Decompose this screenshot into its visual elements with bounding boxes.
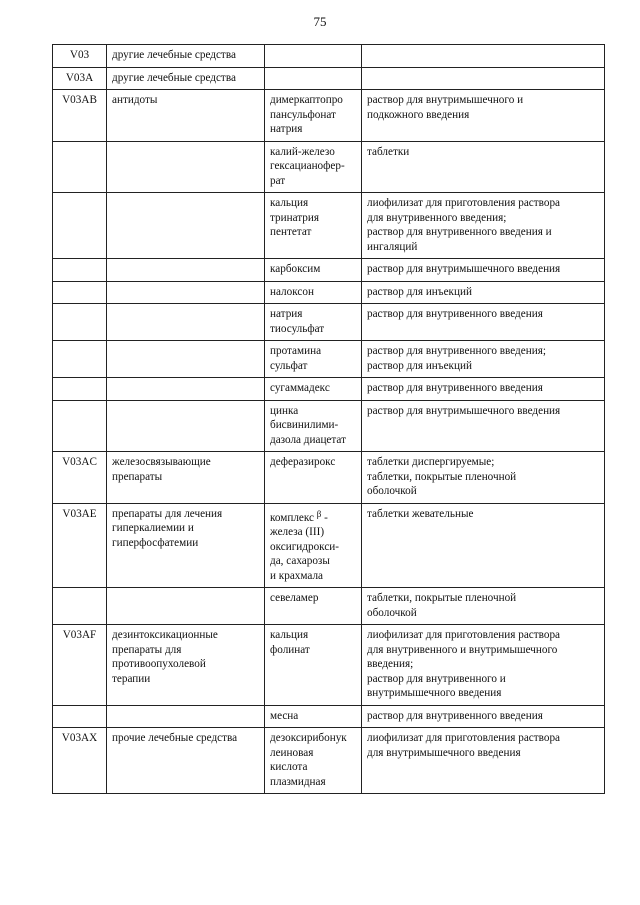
table-row [53, 705, 605, 728]
atc-code-cell: V03 [53, 45, 107, 68]
form-cell: таблетки жевательные [362, 503, 605, 588]
drug-cell [265, 67, 362, 90]
group-cell [107, 341, 265, 378]
form-cell: таблетки диспергируемые; таблетки, покрытые пленочной оболочкой [362, 452, 605, 504]
table-row [53, 625, 605, 706]
table-row [53, 728, 605, 794]
drug-cell: протамина сульфат [265, 341, 362, 378]
group-cell [107, 259, 265, 282]
drug-cell: димеркаптопро пансульфонат натрия [265, 90, 362, 142]
table-row [53, 378, 605, 401]
atc-code-cell: V03AC [53, 452, 107, 504]
drug-cell: калий-железо гексацианофер- рат [265, 141, 362, 193]
table-row [53, 67, 605, 90]
form-cell: таблетки, покрытые пленочной оболочкой [362, 588, 605, 625]
drug-cell: деферазирокс [265, 452, 362, 504]
table-row [53, 452, 605, 504]
drug-cell: налоксон [265, 281, 362, 304]
atc-code-cell: V03AF [53, 625, 107, 706]
drug-name-prefix: комплекс [270, 511, 317, 524]
atc-code-cell [53, 588, 107, 625]
table-row [53, 45, 605, 68]
atc-code-cell [53, 341, 107, 378]
atc-code-cell: V03A [53, 67, 107, 90]
drug-cell: карбоксим [265, 259, 362, 282]
table-row [53, 281, 605, 304]
form-cell: раствор для внутримышечного введения [362, 259, 605, 282]
atc-code-cell [53, 281, 107, 304]
atc-code-cell [53, 378, 107, 401]
form-cell: раствор для внутривенного введения [362, 705, 605, 728]
group-cell [107, 281, 265, 304]
drug-cell: цинка бисвинилими- дазола диацетат [265, 400, 362, 452]
table-row [53, 341, 605, 378]
drug-cell: натрия тиосульфат [265, 304, 362, 341]
drug-table [52, 44, 605, 794]
table-row [53, 90, 605, 142]
form-cell: лиофилизат для приготовления раствора для внутримышечного введения [362, 728, 605, 794]
group-cell: другие лечебные средства [107, 45, 265, 68]
group-cell [107, 378, 265, 401]
group-cell: другие лечебные средства [107, 67, 265, 90]
table-row [53, 193, 605, 259]
group-cell: железосвязывающие препараты [107, 452, 265, 504]
atc-code-cell [53, 304, 107, 341]
group-cell [107, 304, 265, 341]
form-cell: таблетки [362, 141, 605, 193]
form-cell: лиофилизат для приготовления раствора для внутривенного введения; раствор для внутривенного введения и ингаляций [362, 193, 605, 259]
drug-cell: дезоксирибонук леиновая кислота плазмидная [265, 728, 362, 794]
atc-code-cell: V03AX [53, 728, 107, 794]
group-cell: дезинтоксикационные препараты для противоопухолевой терапии [107, 625, 265, 706]
group-cell [107, 588, 265, 625]
group-cell [107, 400, 265, 452]
drug-cell: сугаммадекс [265, 378, 362, 401]
drug-cell [265, 45, 362, 68]
atc-code-cell [53, 193, 107, 259]
table-row [53, 259, 605, 282]
group-cell [107, 705, 265, 728]
table-row [53, 503, 605, 588]
atc-code-cell: V03AE [53, 503, 107, 588]
atc-code-cell: V03AB [53, 90, 107, 142]
group-cell: препараты для лечения гиперкалиемии и гиперфосфатемии [107, 503, 265, 588]
table-row [53, 304, 605, 341]
beta-symbol: β [316, 508, 322, 519]
atc-code-cell [53, 141, 107, 193]
form-cell: лиофилизат для приготовления раствора для внутривенного и внутримышечного введения; раствор для внутривенного и внутримышечного введения [362, 625, 605, 706]
drug-name-suffix: - железа (III) оксигидрокси- да, сахарозы и крахмала [270, 511, 339, 582]
group-cell [107, 141, 265, 193]
table-row [53, 588, 605, 625]
atc-code-cell [53, 705, 107, 728]
form-cell: раствор для внутримышечного и подкожного введения [362, 90, 605, 142]
form-cell: раствор для инъекций [362, 281, 605, 304]
table-row [53, 141, 605, 193]
drug-cell: севеламер [265, 588, 362, 625]
drug-cell [265, 503, 362, 588]
form-cell: раствор для внутривенного введения [362, 378, 605, 401]
group-cell: прочие лечебные средства [107, 728, 265, 794]
atc-code-cell [53, 400, 107, 452]
form-cell [362, 45, 605, 68]
page-number: 75 [313, 14, 327, 29]
drug-cell: месна [265, 705, 362, 728]
form-cell: раствор для внутривенного введения [362, 304, 605, 341]
form-cell: раствор для внутривенного введения; раствор для инъекций [362, 341, 605, 378]
table-row [53, 400, 605, 452]
form-cell: раствор для внутримышечного введения [362, 400, 605, 452]
group-cell [107, 193, 265, 259]
atc-code-cell [53, 259, 107, 282]
drug-cell: кальция фолинат [265, 625, 362, 706]
drug-cell: кальция тринатрия пентетат [265, 193, 362, 259]
group-cell: антидоты [107, 90, 265, 142]
form-cell [362, 67, 605, 90]
